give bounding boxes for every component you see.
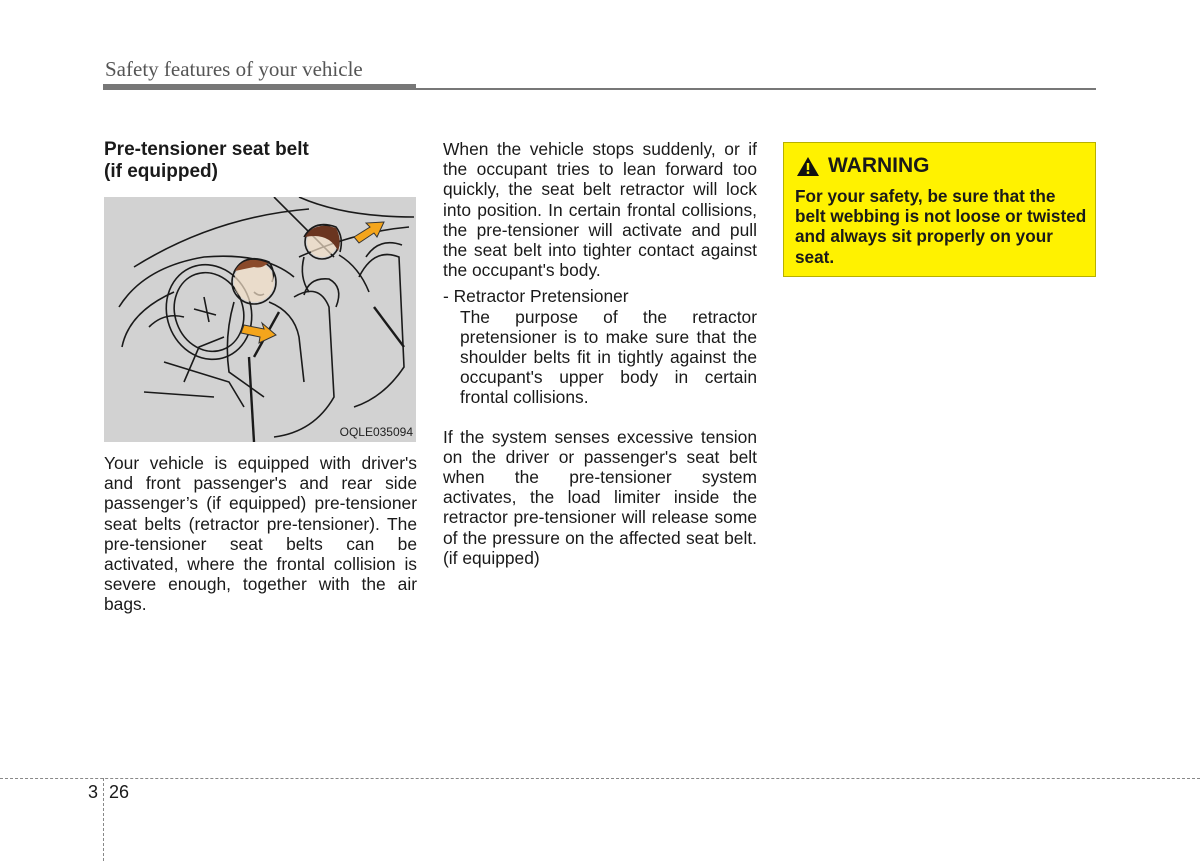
car-interior-drawing: [104, 197, 416, 442]
warning-triangle-icon: [796, 156, 820, 177]
left-body-text: Your vehicle is equipped with driver's and front passenger's and rear side passenger’s (if equipped) pre-tensioner seat belts (retractor pre-tensioner). The pre-tensioner seat belts can be activated, where the frontal collision is severe enough, together with the air bags.: [104, 453, 417, 615]
chapter-number: 3: [88, 782, 99, 802]
warning-text: For your safety, be sure that the belt webbing is not loose or twisted and always sit properly on your seat.: [795, 186, 1087, 267]
header-rule-thin: [416, 88, 1096, 90]
warning-box: [783, 142, 1096, 277]
middle-column: [443, 139, 757, 568]
bullet-retractor-pretensioner: - Retractor Pretensioner: [443, 286, 629, 307]
bullet-body-text: The purpose of the retractor pretensioner is to make sure that the shoulder belts fit in tightly against the occupant's upper body in certain frontal collisions.: [460, 306, 757, 408]
section-title-line2: (if equipped): [104, 161, 218, 182]
seat-belt-illustration: [104, 197, 416, 442]
figure-code: OQLE035094: [339, 425, 413, 439]
page-header-title: Safety features of your vehicle: [105, 57, 363, 81]
header-rule-thick: [103, 84, 416, 90]
footer-vertical-rule: [103, 778, 104, 861]
left-column: [104, 453, 417, 615]
footer-dashed-rule: [0, 778, 1200, 779]
warning-heading: [796, 154, 930, 178]
middle-paragraph-2: If the system senses excessive tension on the driver or passenger's seat belt when the pre-tensioner system activates, the load limiter inside the retractor pre-tensioner will release some of the pressure on the affected seat belt. (if equipped): [443, 426, 757, 568]
section-title: [104, 139, 424, 183]
page-number: 26: [109, 782, 130, 802]
warning-heading-label: WARNING: [828, 154, 930, 177]
section-title-line1: Pre-tensioner seat belt: [104, 139, 309, 160]
middle-paragraph-1: When the vehicle stops suddenly, or if the occupant tries to lean forward too quickly, the seat belt retractor will lock into position. In certain frontal collisions, the pre-tensioner will activate and pull the seat belt into tighter contact against the occupant's body.: [443, 139, 757, 281]
